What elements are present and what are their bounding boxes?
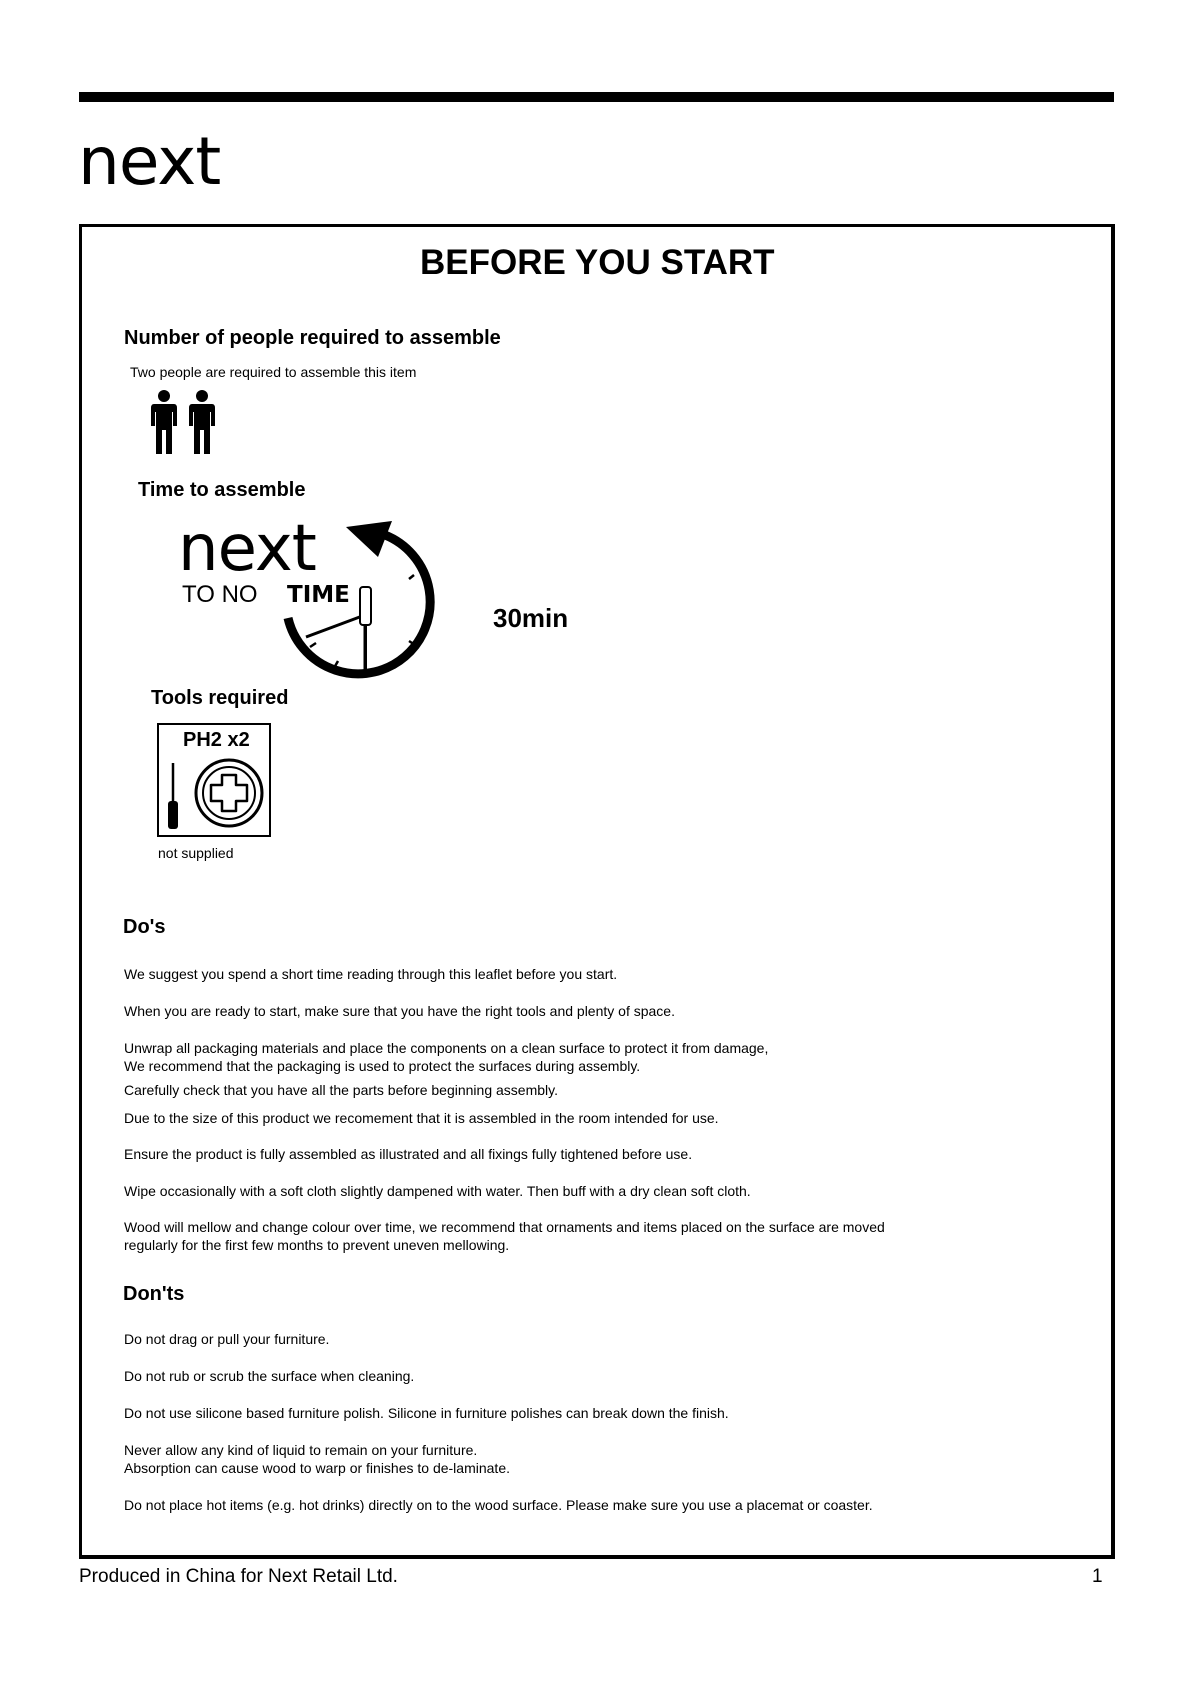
page-title: BEFORE YOU START [420,243,775,282]
next-logo [78,132,278,197]
phillips-screwdriver-icon [159,725,269,835]
two-people-icon [150,390,220,461]
time-heading: Time to assemble [138,479,306,501]
donts-item: Do not place hot items (e.g. hot drinks) directly on to the wood surface. Please make sure you use a placemat or coaster. [124,1497,873,1513]
donts-item: Never allow any kind of liquid to remain on your furniture. [124,1442,478,1458]
tools-heading: Tools required [151,687,289,709]
donts-item: Do not drag or pull your furniture. [124,1331,330,1347]
badge-to-no-text: TO NO [182,581,258,608]
dos-item: regularly for the first few months to prevent uneven mellowing. [124,1237,510,1253]
footer-produced: Produced in China for Next Retail Ltd. [79,1566,398,1587]
tool-box [157,723,271,837]
top-rule [79,92,1114,102]
dos-item: When you are ready to start, make sure that you have the right tools and plenty of space. [124,1003,675,1019]
badge-time-text: TIME [287,582,350,608]
donts-item: Absorption can cause wood to warp or finishes to de-laminate. [124,1460,510,1476]
donts-heading: Don'ts [123,1283,185,1305]
dos-item: Wipe occasionally with a soft cloth slightly dampened with water. Then buff with a dry clean soft cloth. [124,1183,751,1199]
tool-label: PH2 x2 [183,729,250,751]
dos-item: Carefully check that you have all the parts before beginning assembly. [124,1082,558,1098]
time-value: 30min [493,603,569,633]
logo-text: next [78,132,221,192]
people-heading: Number of people required to assemble [124,327,501,349]
dos-item: Ensure the product is fully assembled as illustrated and all fixings fully tightened before use. [124,1146,693,1162]
dos-item: Unwrap all packaging materials and place the components on a clean surface to protect it from damage, [124,1040,769,1056]
dos-item: Due to the size of this product we recomement that it is assembled in the room intended for use. [124,1110,719,1126]
to-no-time-clock-icon [170,515,460,710]
people-text: Two people are required to assemble this item [130,364,417,380]
content-frame [79,224,1115,1559]
dos-heading: Do's [123,916,166,938]
donts-item: Do not use silicone based furniture polish. Silicone in furniture polishes can break down the finish. [124,1405,729,1421]
badge-next-text: next [178,515,316,586]
dos-item: We recommend that the packaging is used to protect the surfaces during assembly. [124,1058,641,1074]
tools-note: not supplied [158,845,234,861]
donts-item: Do not rub or scrub the surface when cleaning. [124,1368,415,1384]
page-number: 1 [1092,1566,1103,1587]
dos-item: Wood will mellow and change colour over time, we recommend that ornaments and items placed on the surface are moved [124,1219,885,1235]
dos-item: We suggest you spend a short time reading through this leaflet before you start. [124,966,618,982]
